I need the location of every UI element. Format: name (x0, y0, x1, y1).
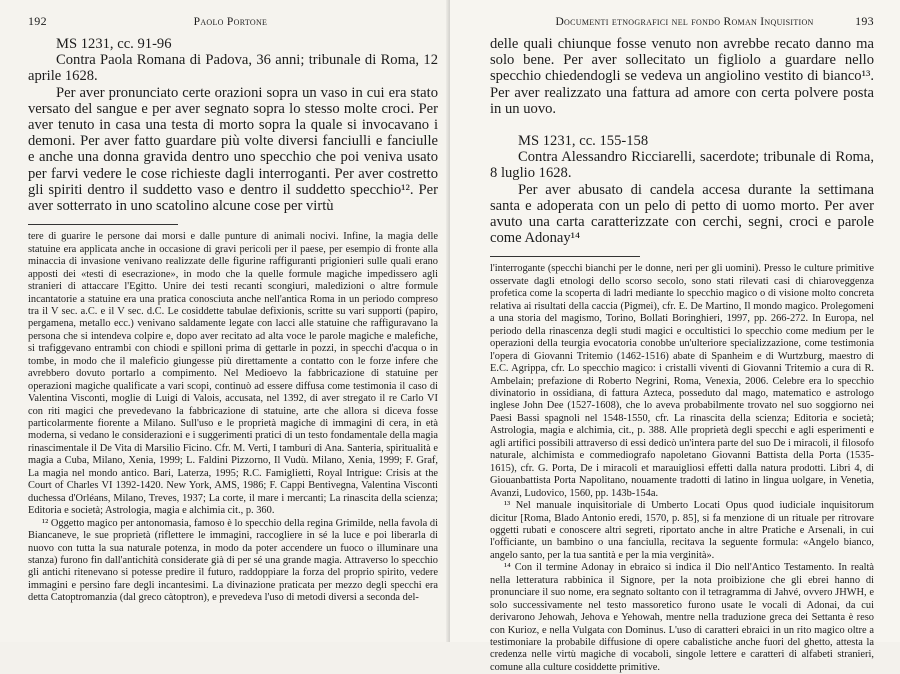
right-footnotes (490, 263, 874, 674)
footnote-12: ¹² Oggetto magico per antonomasia, famoso è lo specchio della regina Grimilde, nella favola di Biancaneve, le sue proprietà (riflettere le immagini, raccogliere in sé la luce e poi liberarla di nuovo con tutta la sua naturale potenza, in modo da poter accendere un fuoco o illuminare una stanza) furono fin dall'antichità considerate già di per sé una grande magia. Attraverso lo specchio gli antichi ritenevano si potesse predire il futuro, raddoppiare la forza del proprio spirito, vedere immagini e persino fare degli incantesimi. La divinazione praticata per mezzo degli specchi era detta Catoptromanzia (dal greco càtoptron), e prevedeva l'uso di metodi diversi a seconda del- (28, 517, 438, 604)
main-paragraph: Per aver abusato di candela accesa durante la settimana santa e adoperata con un pelo di petto di uomo morto. Per aver avuto una carta caratterizzate con cerchi, segni, croci e parole come Adonay¹⁴ (490, 181, 874, 247)
case-heading: Contra Alessandro Ricciarelli, sacerdote; tribunale di Roma, 8 luglio 1628. (490, 149, 874, 182)
footnote-divider (28, 224, 178, 225)
author-running-head: Paolo Portone (193, 16, 268, 28)
footnote-continuation: l'interrogante (specchi bianchi per le donne, neri per gli uomini). Presso le culture primitive osservate dagli etnologi dello scorso secolo, sono stati rilevati casi di chiaroveggenza profetica come la scoperta di ladri mediante lo specchio magico o di visione molto concreta relativa ai risultati della caccia (Pigmei), cfr. E. De Martino, Il mondo magico. Prolegomeni a una storia del magismo, Torino, Bollati Boringhieri, 1997, pp. 266-272. In Europa, nel periodo della rinascenza degli studi magici e occultistici lo specchio come medium per le operazioni della teurgia evocatoria conobbe un'ulteriore specializzazione, come testimonia l'opera di Giovanni Tritemio (1462-1516) abate di Spanheim e di Wurtzburg, maestro di E.C. Agrippa, cfr. Lo specchio magico: i cristalli viventi di Giovanni Tritemio a cura di R. Ambelain; prefazione di Roberto Negrini, Roma, Venexia, 2006. Celebre era lo specchio divinatorio in ossidiana, di fattura Azteca, posseduto dal mago, matematico e astrologo inglese John Dee (1527-1608), che lo aveva probabilmente trovato nel suo soggiorno nei Paesi Bassi spagnoli nel 1548-1550, cfr. La rinascita della scienza; Editoria e società; Astrologia, magia e alchimia, cit., p. 388. Alle proprietà degli specchi e agli esperimenti e agli artifici possibili attraverso di essi dedicò un'intera parte del suo De i miracoli, il filosofo naturale, alchimista e commediografo napoletano Giovanni Battista della Porta (1535-1615), cfr. G. Porta, De i miracoli et marauigliosi effetti dalla natura prodotti. Libri 4, di Giouanbattista Porta Napolitano, nouamente tradotti di latino in lingua uolgare, in Venetia, Avanzi, Ludovico, 1560, pp. 143b-154a. (490, 263, 874, 499)
left-page (0, 0, 450, 642)
main-paragraph-continuation: delle quali chiunque fosse venuto non avrebbe recato danno ma solo bene. Per aver sollecitato un figliolo a guardare nello specchio chiedendogli se vedeva un angiolino vestito di bianco¹³. Per aver realizzato una fattura ad amore con certa polvere posta in un uovo. (490, 36, 874, 117)
footnote-continuation: tere di guarire le persone dai morsi e dalle punture di animali nocivi. Infine, la magia delle statuine era applicata anche in occasione di gravi pericoli per il paese, per esempio di fronte alla minaccia di invasione venivano realizzate delle figurine raffiguranti prigionieri sulle quali erano apposti dei «testi di esecrazione», in modo che la quelle formule magiche impedissero agli stranieri di attaccare l'Egitto. Unire dei testi recanti scongiuri, maledizioni o altre formule incantatorie a statuine era una pratica conosciuta anche nell'antica Roma in un periodo compreso tra il V sec. a.C. e il V sec. d.C. Le cosiddette tabulae defixionis, scritte su vari supporti (papiro, pergamena, metallo ecc.) venivano saldamente legate con lacci alle statuine che raffiguravano la persona che si intendeva colpire e, dopo aver recitato ad alta voce le parole magiche e malefiche, si trafiggevano entrambi con chiodi e spilloni prima di gettarle in pozzi, in specchi d'acqua o in tombe, in modo che il maleficio giungesse più direttamente a contatto con le forze infere che avrebbero dovuto portarlo a compimento. Nel Medioevo la fabbricazione di statuine per operazioni magiche qualificate a vari scopi, continuò ad essere diffusa come testimonia il caso di Valentina Visconti, moglie di Luigi di Valois, accusata, nel 1392, di aver stregato il re Carlo VI con riti magici che prevedevano la fabbricazione di statuine, arte che allora si diceva fosse particolarmente fiorente a Milano. Sull'uso e le proprietà magiche di immagini di cera, in età moderna, si vedano le considerazioni e i suggerimenti pratici di un testo fondamentale della magia rinascimentale il De Vita di Marsilio Ficino. Cfr. M. Verti, I tamburi di Ana. Santeria, spiritualità e magia a Cuba, Milano, Xenia, 1999; L. Faldini Pizzorno, Il Vudù. Milano, Xenia, 1999; F. Graf, La magia nel mondo antico. Bari, Laterza, 1995; R.C. Famiglietti, Royal Intrigue: Crisis at the Court of Charles VI 1392-1420. New York, AMS, 1986; F. Cappi Bentivegna, Valentina Visconti duchessa d'Orléans, Milano, Treves, 1937; La corte, il mare i mercanti; La rinascita della scienza; Editoria e società; Astrologia, magia e alchimia cit., p. 360. (28, 231, 438, 517)
footnote-14: ¹⁴ Con il termine Adonay in ebraico si indica il Dio nell'Antico Testamento. In realtà nella letteratura rabbinica il Signore, per la nota proibizione che gli ebrei hanno di pronunciare il suo nome, era segnato soltanto con il tetragramma di Jahvé, ovvero JHWH, e solo successivamente nel testo massoretico furono usate le vocali di Adonai, da cui derivarono Jehowah, Jehova e Yehowah, mentre nella traduzione greca dei Settanta è reso con Kurioz, e nella Vulgata con Dominus. L'uso di caratteri ebraici in un rito magico oltre a testimoniare la probabile diffusione di opere cabalistiche anche fuori del ghetto, attesta la credenza nelle virtù magiche di vocaboli, singole lettere e caratteri di alfabeti stranieri, comune alla culture cosiddette primitive. (490, 562, 874, 673)
main-paragraph: Per aver pronunciato certe orazioni sopra un vaso in cui era stato versato del sangue e per aver segnato sopra lo stesso molte croci. Per aver tenuto in casa una testa di morto sopra la quale si invocavano i demoni. Per aver fatto guardare più volte diversi fanciulli e fanciulle e anche una donna gravida dentro uno specchio che poi veniva usato per farvi vedere le cose richieste dagli interroganti. Per aver costretto gli spiriti dentro il suddetto vaso e dentro il suddetto specchio¹². Per aver sotterrato in uno scatolino alcune cose per virtù (28, 84, 438, 215)
footnote-divider (490, 256, 640, 257)
left-main-text-block (28, 36, 438, 214)
chapter-running-head: Documenti etnografici nel fondo Roman Inquisition (555, 16, 814, 28)
page-number-left: 192 (28, 14, 47, 28)
right-page (450, 0, 900, 673)
right-running-head (490, 14, 874, 36)
ms-reference: MS 1231, cc. 91-96 (56, 36, 172, 52)
footnote-13: ¹³ Nel manuale inquisitoriale di Umberto Locati Opus quod iudiciale inquisitorum dicitur [Roma, Blado Antonio eredi, 1570, p. 85], si fa menzione di un rituale per ritrovare oggetti rubati e conoscere altri segreti, riportato anche in altre Pratiche e Arsenali, in cui l'officiante, un bambino o una fanciulla, recitava la seguente formula: «Angelo bianco, angelo santo, per la tua santità e per la mia verginità». (490, 500, 874, 561)
left-footnotes (28, 231, 438, 605)
case-heading: Contra Paola Romana di Padova, 36 anni; tribunale di Roma, 12 aprile 1628. (28, 52, 438, 85)
right-main-text-block (490, 36, 874, 246)
page-number-right: 193 (855, 14, 874, 28)
left-running-head (28, 14, 438, 36)
ms-reference: MS 1231, cc. 155-158 (518, 133, 649, 150)
